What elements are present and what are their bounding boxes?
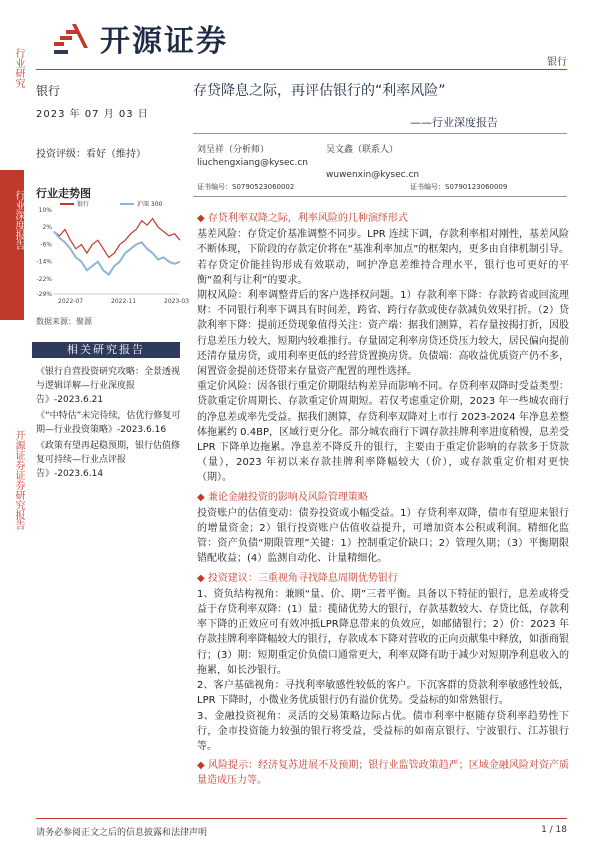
- author-divider: [193, 196, 567, 197]
- title-divider: [193, 133, 567, 134]
- footer-divider: [36, 818, 567, 819]
- section-heading-text: 兼论金融投资的影响及风险管理策略: [207, 491, 368, 503]
- author-name: 刘呈祥（分析师）: [197, 145, 270, 155]
- header-divider: [36, 69, 567, 70]
- body-paragraph: 3、金融投资视角：灵活的交易策略边际占优。债市利率中枢随存贷利率趋势性下行，金市投资能力较强的银行将受益，受益标的如南京银行、宁波银行、江苏银行等。: [197, 710, 569, 752]
- y-tick-label: 10%: [38, 207, 52, 214]
- body-paragraph: 投资账户的估值变动：债券投资或小幅受益。1）存贷利率双降，债市有望迎来银行的增量资金；2）银行投资账户估值收益提升，可增加资本公积或利润。精细化监管：资产负债“期限管理”关键：1）控制重定价缺口；2）管理久期；（3）平衡期限错配收益；(4）监测自动化、计量精细化。: [197, 507, 569, 565]
- header-industry: 银行: [547, 57, 567, 68]
- related-item[interactable]: 《政策有望再起稳预期，银行估值修复可持续—行业点评报告》-2023.6.14: [36, 441, 181, 479]
- related-item[interactable]: 《“中特估”未完待续，估优行修复可期—行业投资策略》-2023.6.16: [36, 411, 181, 435]
- section-heading: [197, 758, 569, 788]
- report-date: 2023 年 07 月 03 日: [36, 109, 149, 120]
- section-heading: [197, 571, 569, 586]
- bullet-icon: ◆: [197, 491, 208, 503]
- industry-name: 银行: [36, 84, 61, 98]
- body-paragraph: 重定价风险：因各银行重定价期限结构差异而影响不同。存贷利率双降时受益类型：贷款重定价周期长、存款重定价周期短。若仅考虑重定价期，2023 年一些城农商行的净息差或率先受益。据我们测算，存贷利率双降对上市行 2023-2024 年净息差整体拖累约 0.4BP，区域行更分化。部分城农商行下调存款挂牌利率进度稍慢，息差受 LPR 下降单边拖累。净息差不降反升的银行，主要由于重定价影响的存款多于贷款（量），2023 年初以来存款挂牌利率降幅较大（价），或存款重定价相对更快（期）。: [197, 381, 569, 484]
- related-research-list: [36, 365, 184, 483]
- bullet-icon: ◆: [197, 572, 208, 584]
- section-heading: [197, 490, 569, 505]
- bullet-icon: ◆: [197, 760, 208, 772]
- related-item[interactable]: 《银行自营投资研究攻略：全景透视与逻辑详解—行业深度报告》-2023.6.21: [36, 367, 181, 405]
- side-label-bottom: 开源证券证券研究报告: [0, 330, 24, 790]
- author-email[interactable]: liuchengxiang@kysec.cn: [197, 158, 308, 168]
- legend-label: 银行: [77, 201, 90, 208]
- body-paragraph: 基差风险：存贷定价基准调整不同步。LPR 连续下调，存款利率相对刚性，基差风险不断体现，下阶段的存款定价将在“基准利率加点”的框架内，更多由自律机制引导。若存贷定价能挂钩形成有效联动，呵护净息差维持合理水平，银行也可更好的平衡“盈利与让利”的要求。: [197, 229, 569, 286]
- y-tick-label: -22%: [36, 275, 52, 283]
- section-heading-text: 投资建议：三重视角寻找降息周期优势银行: [207, 572, 398, 584]
- section-heading-text: 风险提示：经济复苏进展不及预期；银行业监管政策趋严；区域金融风险对资产质量造成压力等。: [197, 760, 570, 787]
- side-label-middle: 行业深度报告: [0, 170, 24, 320]
- author-email[interactable]: wuwenxin@kysec.cn: [326, 170, 420, 180]
- brand-logo-text: 开源证券: [100, 24, 228, 59]
- report-summary: [197, 207, 569, 790]
- x-tick-label: 2023-03: [164, 298, 190, 305]
- logo-icon: [52, 18, 96, 58]
- y-tick-label: 2%: [42, 224, 52, 232]
- related-research-banner: 相关研究报告: [32, 342, 180, 358]
- y-tick-label: -29%: [36, 291, 52, 298]
- body-paragraph: 2、客户基础视角：寻找利率敏感性较低的客户。下沉客群的贷款利率敏感性较低，LPR 下降时，小微业务优质银行仍有溢价优势。受益标的如常熟银行。: [197, 680, 569, 707]
- section-heading-text: 存贷利率双降之际，利率风险的几种演绎形式: [207, 213, 408, 224]
- author-cert: 证书编号：S0790523060002: [197, 183, 295, 191]
- author-name: 吴文鑫（联系人）: [326, 145, 399, 155]
- chart-source: 数据来源：聚源: [36, 317, 92, 326]
- investment-rating: 投资评级：看好（维持）: [36, 149, 146, 160]
- legend-label: 沪深 300: [137, 201, 163, 208]
- body-paragraph: 1、资负结构视角：兼顾“量、价、期”三者平衡。具备以下特征的银行，息差或将受益于存贷利率双降：(1）量：揽储优势大的银行，存款基数较大、存贷比低，存款利率下降的正效应可有效冲抵LPR降息带来的负效应，如邮储银行；2）价：2023 年存款挂牌利率降幅较大的银行，存款成本下降对营收的正向贡献集中释放，如浙商银行；(3）期：短期重定价负债口通常更大，利率双降有助于减少对短期净利息收入的拖累，如长沙银行。: [197, 588, 569, 676]
- y-tick-label: -14%: [36, 258, 52, 266]
- y-tick-label: -6%: [40, 241, 52, 249]
- x-tick-label: 2022-07: [58, 298, 84, 305]
- side-label-top: 行业研究: [0, 40, 24, 160]
- page-number: 1 / 18: [541, 825, 567, 835]
- section-heading: [197, 211, 569, 226]
- series-line: [54, 232, 180, 275]
- chart-title: 行业走势图: [36, 187, 91, 200]
- industry-trend-chart: [32, 198, 190, 308]
- footer-disclaimer: 请务必参阅正文之后的信息披露和法律声明: [36, 828, 208, 838]
- report-subtitle: ——行业深度报告: [410, 116, 498, 129]
- report-title: 存贷降息之际，再评估银行的“利率风险”: [193, 83, 446, 99]
- x-tick-label: 2022-11: [111, 298, 137, 305]
- bullet-icon: ◆: [197, 213, 208, 224]
- author-cert: 证书编号：S0790123060009: [410, 183, 508, 191]
- body-paragraph: 期权风险：利率调整背后的客户选择权问题。1）存款利率下降：存款跨省或回流理财：不同银行利率下调具有时间差，跨省、跨行存款或使存款减负效果打折。（2）贷款利率下降：提前还贷现象值得关注：资产端：据我们测算，若存量按揭打折，因股行息差压力较大，短期内较难推行。存量固定利率房贷还贷压力较大，居民偏向提前还清存量房贷，或用利率更低的经营贷置换房贷。负债端：高收益优质资产仍不多，闲置资金提前还贷带来存量资产配置的理性选择。: [197, 290, 569, 378]
